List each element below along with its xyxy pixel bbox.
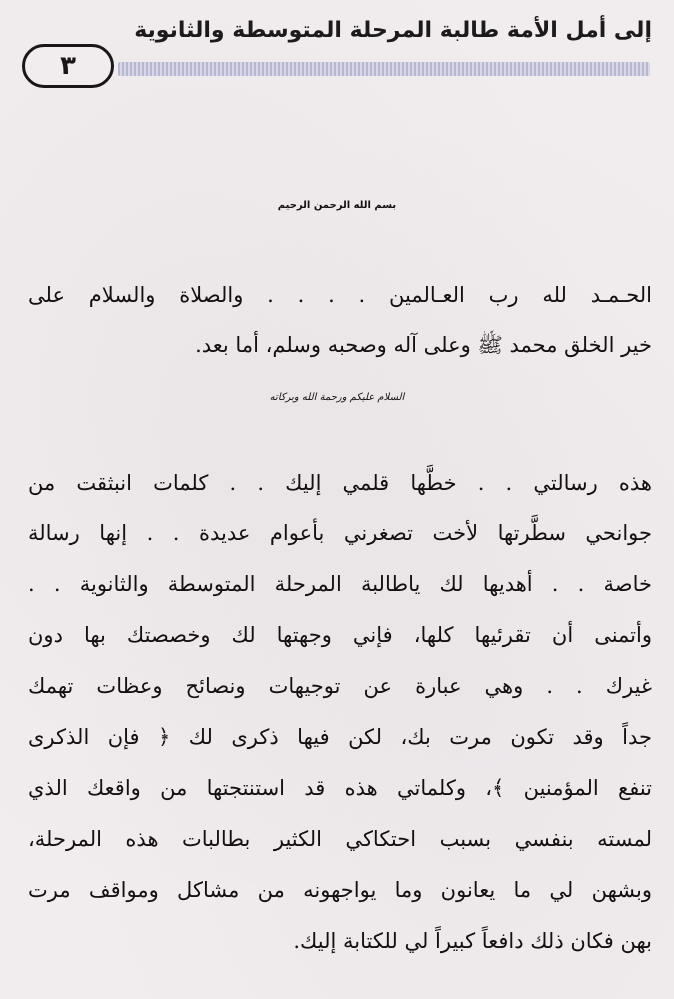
- intro-line: الحـمـد لله رب العـالمين . . . . والصلاة والسلام على: [28, 283, 652, 307]
- letter-line: جداً وقد تكون مرت بك، لكن فيها ذكرى لك ﴿ فإن الذكرى: [28, 725, 652, 749]
- letter-line: غيرك . . وهي عبارة عن توجيهات ونصائح وعظات تهمك: [28, 674, 652, 698]
- letter-line: جوانحي سطَّرتها لأخت تصغرني بأعوام عديدة . . إنها رسالة: [28, 521, 652, 545]
- intro-line: خير الخلق محمد ﷺ وعلى آله وصحبه وسلم، أما بعد.: [195, 333, 652, 357]
- letter-line: وبشهن لي ما يعانون وما يواجهونه من مشاكل ومواقف مرت: [28, 878, 652, 902]
- letter-line: هذه رسالتي . . خطَّها قلمي إليك . . كلمات انبثقت من: [28, 471, 652, 495]
- letter-line: تنفع المؤمنين ﴾، وكلماتي هذه قد استنتجتها من واقعك الذي: [28, 776, 652, 800]
- letter-line: خاصة . . أهديها لك ياطالبة المرحلة المتوسطة والثانوية . .: [28, 572, 652, 596]
- header-rule: [118, 62, 650, 76]
- letter-line: وأتمنى أن تقرئيها كلها، فإني وجهتها لك وخصصتك بها دون: [28, 623, 652, 647]
- running-title: إلى أمل الأمة طالبة المرحلة المتوسطة والثانوية: [134, 18, 652, 43]
- letter-line: لمسته بنفسي بسبب احتكاكي الكثير بطالبات هذه المرحلة،: [28, 827, 652, 851]
- page-number: ٣: [22, 44, 114, 88]
- greeting: السلام عليكم ورحمة الله وبركاته: [269, 392, 405, 403]
- basmala: بسم الله الرحمن الرحيم: [277, 200, 397, 211]
- letter-line: بهن فكان ذلك دافعاً كبيراً لي للكتابة إليك.: [293, 929, 652, 953]
